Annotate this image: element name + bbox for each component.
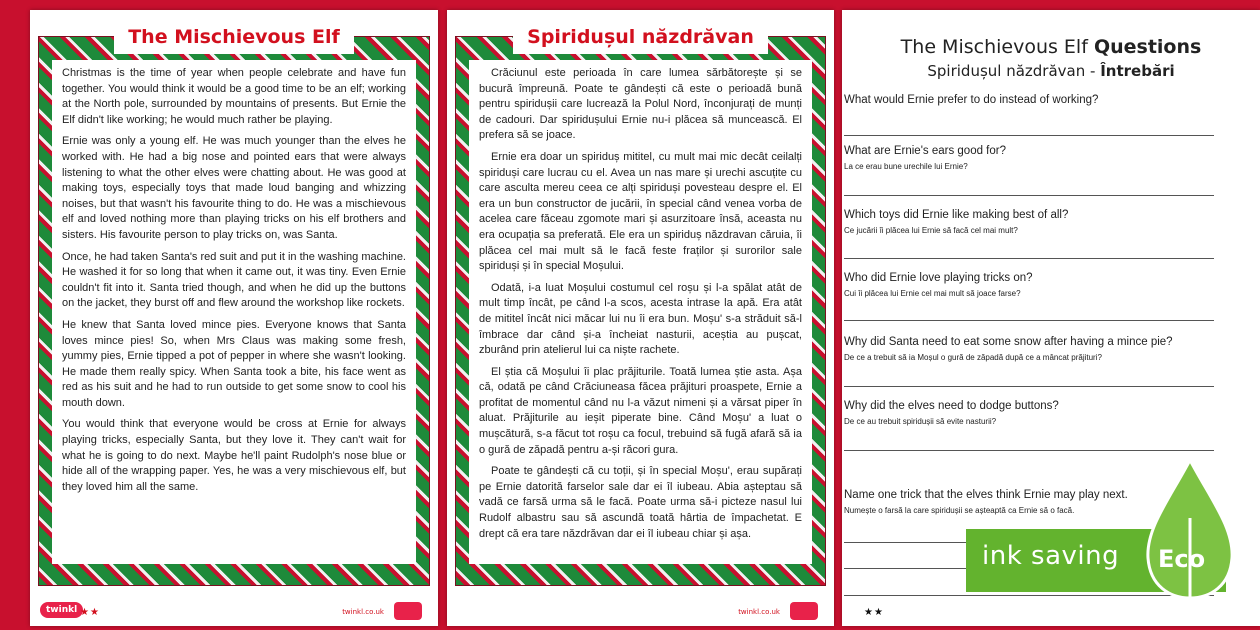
eco-leaf-icon: [1140, 458, 1240, 608]
story-page-romanian: [447, 10, 834, 626]
answer-line[interactable]: [844, 195, 1214, 196]
story-text: [52, 60, 416, 564]
story-paragraph: Ernie was only a young elf. He was much younger than the elves he worked with. He had a big nose and pointed ears that were always listening to what the other elves were chatting about. He was good at making toys, especially toys that made loud banging and whizzing noises, but that wasn't his favourite thing to do. He was a mischievous elf and loved nothing more than playing tricks on his elf brothers and sisters. His favourite person to play tricks on, was Santa.: [62, 135, 406, 241]
question: Name one trick that the elves think Ernie may play next. Numește o farsă la care spiridușii se așteaptă ca Ernie să o facă.: [844, 489, 1128, 515]
answer-line[interactable]: [844, 135, 1214, 136]
story-paragraph: El știa că Moșului îi plac prăjiturile. Toată lumea știe asta. Așa că, odată pe când Crăciuneasa făcea prăjituri proaspete, Ernie a profitat de momentul când nu l-a văzut nimeni și a vărsat piper în aluat. Prăjiturile au ieșit piperate bine. Când Moșu' a luat o mușcătură, s-a făcut tot roșu ca focul, trebuind să fugă afară să ia o gură de zăpadă pentru a-și răcori gura.: [479, 365, 802, 456]
question: What are Ernie's ears good for? La ce erau bune urechile lui Ernie?: [844, 145, 1006, 171]
story-paragraph: You would think that everyone would be cross at Ernie for always playing tricks, especially Santa, but they love it. They can't wait for what he is going to do next. Maybe he'll paint Rudolph's nose blue or hide all of the wrapping paper. Yes, he was a very mischievous elf, but they loved him all the same.: [62, 418, 406, 493]
story-paragraph: Once, he had taken Santa's red suit and put it in the washing machine. He washed it for so long that when it came out, it was tiny. Even Ernie couldn't fit into it. Santa tried though, and when he did up the buttons on the jacket, they burst off and flew around the workshop like rockets.: [62, 250, 406, 310]
story-paragraph: Ernie era doar un spiriduș mititel, cu mult mai mic decât ceilalți spiriduși care lucrau cu el. Avea un nas mare și urechi ascuțite cu care asculta mereu ceea ce alți spiriduși povesteau despre el. El era un bun constructor de jucării, în special când venea vorba de acelea care făceau zgomote mari și asurzitoare însă, aceasta nu era ocupația sa preferată. Ele era un spiriduș năzdravan căruia, îi plăcea cel mai mult să le facă feste fraților și surorilor sale spiriduși și în special Moșului.: [479, 150, 802, 273]
page-title-bar: [30, 20, 438, 56]
footer-site: twinkl.co.uk: [342, 608, 384, 616]
questions-title: The Mischievous Elf Questions: [900, 36, 1202, 58]
question: What would Ernie prefer to do instead of working?: [844, 94, 1099, 106]
quality-badge-icon: [394, 602, 422, 620]
page-title: The Mischievous Elf: [114, 20, 354, 54]
answer-line[interactable]: [844, 450, 1214, 451]
page-footer: [30, 592, 438, 626]
answer-line[interactable]: [844, 386, 1214, 387]
difficulty-stars: ★★: [864, 607, 884, 618]
story-paragraph: Crăciunul este perioada în care lumea sărbătorește și se bucură împreună. Poate te gândești că este o perioadă bună pentru spiridușii care lucrează la Polul Nord, înconjurați de munți de cadouri. Dar spiridușului Ernie nu-i plăcea să muncească. El prefera să se joace.: [479, 67, 802, 142]
twinkl-logo: twinkl: [40, 602, 83, 618]
ink-saving-label: ink saving: [982, 541, 1120, 571]
question: Which toys did Ernie like making best of all? Ce jucării îi plăcea lui Ernie să facă cel mai mult?: [844, 209, 1069, 235]
story-paragraph: He knew that Santa loved mince pies. Everyone knows that Santa loves mince pies! So, when Mrs Claus was making some fresh, yummy pies, Ernie tipped a pot of pepper in where she wasn't looking. He made them really spicy. When Santa took a bite, his face went as red as his suit and he had to run outside to get some snow to cool his mouth down.: [62, 318, 406, 409]
story-text: [469, 60, 812, 564]
story-paragraph: Poate te gândești că cu toții, și în special Moșu', erau supărați pe Ernie datorită farselor sale dar ei îl iubeau. Abia așteptau să vadă ce farsă urma să le facă. Poate urma să-i picteze nasul lui Rudolf albastru sau să ascundă toată hârtia de împachetat. E drept că era tare năzdrăvan dar ei îl iubeau chiar și așa.: [479, 465, 802, 540]
questions-subtitle: Spiridușul năzdrăvan - Întrebări: [927, 62, 1175, 80]
page-title-bar: [447, 20, 834, 56]
story-page-english: [30, 10, 438, 626]
page-footer: [447, 592, 834, 626]
eco-label: Eco: [1158, 545, 1206, 573]
question: Why did Santa need to eat some snow after having a mince pie? De ce a trebuit să ia Moșul o gură de zăpadă după ce a mâncat prăjituri?: [844, 336, 1173, 362]
difficulty-stars: ★★: [80, 607, 100, 618]
question: Why did the elves need to dodge buttons? De ce au trebuit spiridușii să evite nasturii?: [844, 400, 1059, 426]
footer-site: twinkl.co.uk: [738, 608, 780, 616]
answer-line[interactable]: [844, 258, 1214, 259]
quality-badge-icon: [790, 602, 818, 620]
answer-line[interactable]: [844, 320, 1214, 321]
question: Who did Ernie love playing tricks on? Cui îi plăcea lui Ernie cel mai mult să joace farse?: [844, 272, 1033, 298]
story-paragraph: Odată, i-a luat Moșului costumul cel roșu și l-a spălat atât de mult timp încât, pe când l-a scos, acesta intrase la apă. Era atât de mititel încât nici măcar lui nu îi era bun. Moșu' s-a străduit să-l îmbrace dar când și-a încheiat nasturii, aceștia au pușcat, zburând prin atelierul lui ca niște rachete.: [479, 281, 802, 357]
page-title: Spiridușul năzdrăvan: [513, 20, 768, 54]
story-paragraph: Christmas is the time of year when people celebrate and have fun together. You would think it would be a good time to be an elf; working at the North pole, surrounded by mountains of presents. But Ernie the Elf didn't like working; he would much rather be playing.: [62, 67, 406, 126]
